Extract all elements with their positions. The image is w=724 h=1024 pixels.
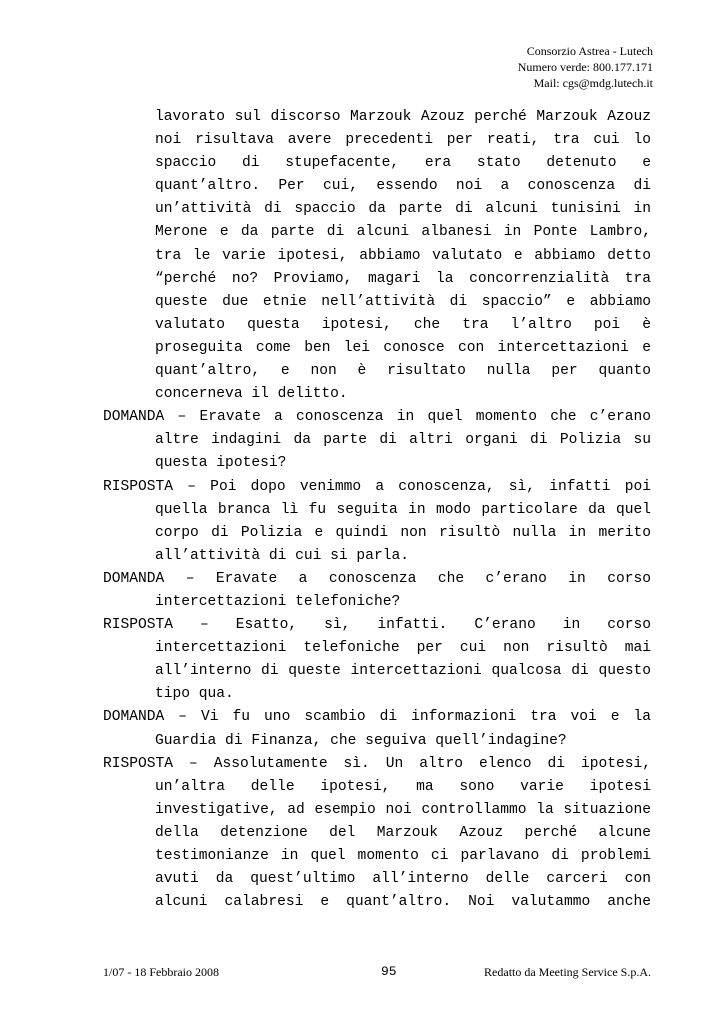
text-line: spaccio di stupefacente, era stato detenuto e xyxy=(155,155,651,172)
header-org: Consorzio Astrea - Lutech xyxy=(526,44,653,58)
text-line: della detenzione del Marzouk Azouz perché alcune xyxy=(155,824,651,841)
text-line: valutato questa ipotesi, che tra l’altro poi è xyxy=(155,316,651,333)
text-line: quant’altro. Per cui, essendo noi a conoscenza di xyxy=(155,178,651,195)
text-line: quella branca lì fu seguita in modo particolare da quel xyxy=(155,501,651,518)
text-line: testimonianze in quel momento ci parlavano di problemi xyxy=(155,848,651,864)
text-line: proseguita come ben lei conosce con intercettazioni e xyxy=(155,339,651,356)
text-line: avuti da quest’ultimo all’interno delle carceri con xyxy=(155,871,651,888)
page-number: 95 xyxy=(381,964,397,979)
text-line: all’interno di queste intercettazioni qualcosa di questo xyxy=(155,663,651,680)
text-line: intercettazioni telefoniche? xyxy=(155,593,401,610)
text-line: corpo di Polizia e quindi non risultò nulla in merito xyxy=(155,524,651,541)
text-line: tipo qua. xyxy=(155,686,234,703)
text-line: quant’altro, e non è risultato nulla per quanto xyxy=(155,363,651,380)
page-header xyxy=(518,43,653,91)
text-line: questa ipotesi? xyxy=(155,455,287,472)
text-line: intercettazioni telefoniche per cui non risultò mai xyxy=(155,640,651,657)
text-line: lavorato sul discorso Marzouk Azouz perché Marzouk Azouz xyxy=(155,109,651,125)
answer-line: RISPOSTA – Assolutamente sì. Un altro elenco di ipotesi, xyxy=(103,755,651,772)
text-line: investigative, ad esempio noi controllammo la situazione xyxy=(155,801,651,818)
text-line: Merone e da parte di alcuni albanesi in Ponte Lambro, xyxy=(155,224,651,241)
answer-line: RISPOSTA – Esatto, sì, infatti. C’erano in corso xyxy=(103,617,651,634)
question-line: DOMANDA – Eravate a conoscenza che c’erano in corso xyxy=(103,570,651,587)
text-line: Guardia di Finanza, che seguiva quell’indagine? xyxy=(155,732,567,749)
text-line: un’attività di spaccio da parte di alcuni tunisini in xyxy=(155,201,651,218)
text-line: queste due etnie nell’attività di spaccio” e abbiamo xyxy=(155,293,651,310)
text-line: noi risultava avere precedenti per reati, tra cui lo xyxy=(155,132,651,149)
question-line: DOMANDA – Vi fu uno scambio di informazioni tra voi e la xyxy=(103,709,651,726)
text-line: tra le varie ipotesi, abbiamo valutato e abbiamo detto xyxy=(155,247,651,264)
question-line: DOMANDA – Eravate a conoscenza in quel momento che c’erano xyxy=(103,409,651,426)
text-line: un’altra delle ipotesi, ma sono varie ipotesi xyxy=(155,778,651,795)
footer-credit: Redatto da Meeting Service S.p.A. xyxy=(484,965,651,979)
page-footer xyxy=(103,963,651,981)
text-line: altre indagini da parte di altri organi di Polizia su xyxy=(155,432,651,449)
footer-date: 1/07 - 18 Febbraio 2008 xyxy=(103,965,219,979)
header-phone: Numero verde: 800.177.171 xyxy=(517,60,653,74)
text-line: all’attività di cui si parla. xyxy=(155,547,409,564)
text-line: “perché no? Proviamo, magari la concorrenzialità tra xyxy=(155,270,651,287)
text-line: alcuni calabresi e quant’altro. Noi valutammo anche xyxy=(155,894,651,911)
answer-line: RISPOSTA – Poi dopo venimmo a conoscenza, sì, infatti poi xyxy=(103,478,651,495)
text-line: concerneva il delitto. xyxy=(155,386,348,403)
header-mail: Mail: cgs@mdg.lutech.it xyxy=(533,76,653,90)
transcript-body xyxy=(103,106,651,914)
